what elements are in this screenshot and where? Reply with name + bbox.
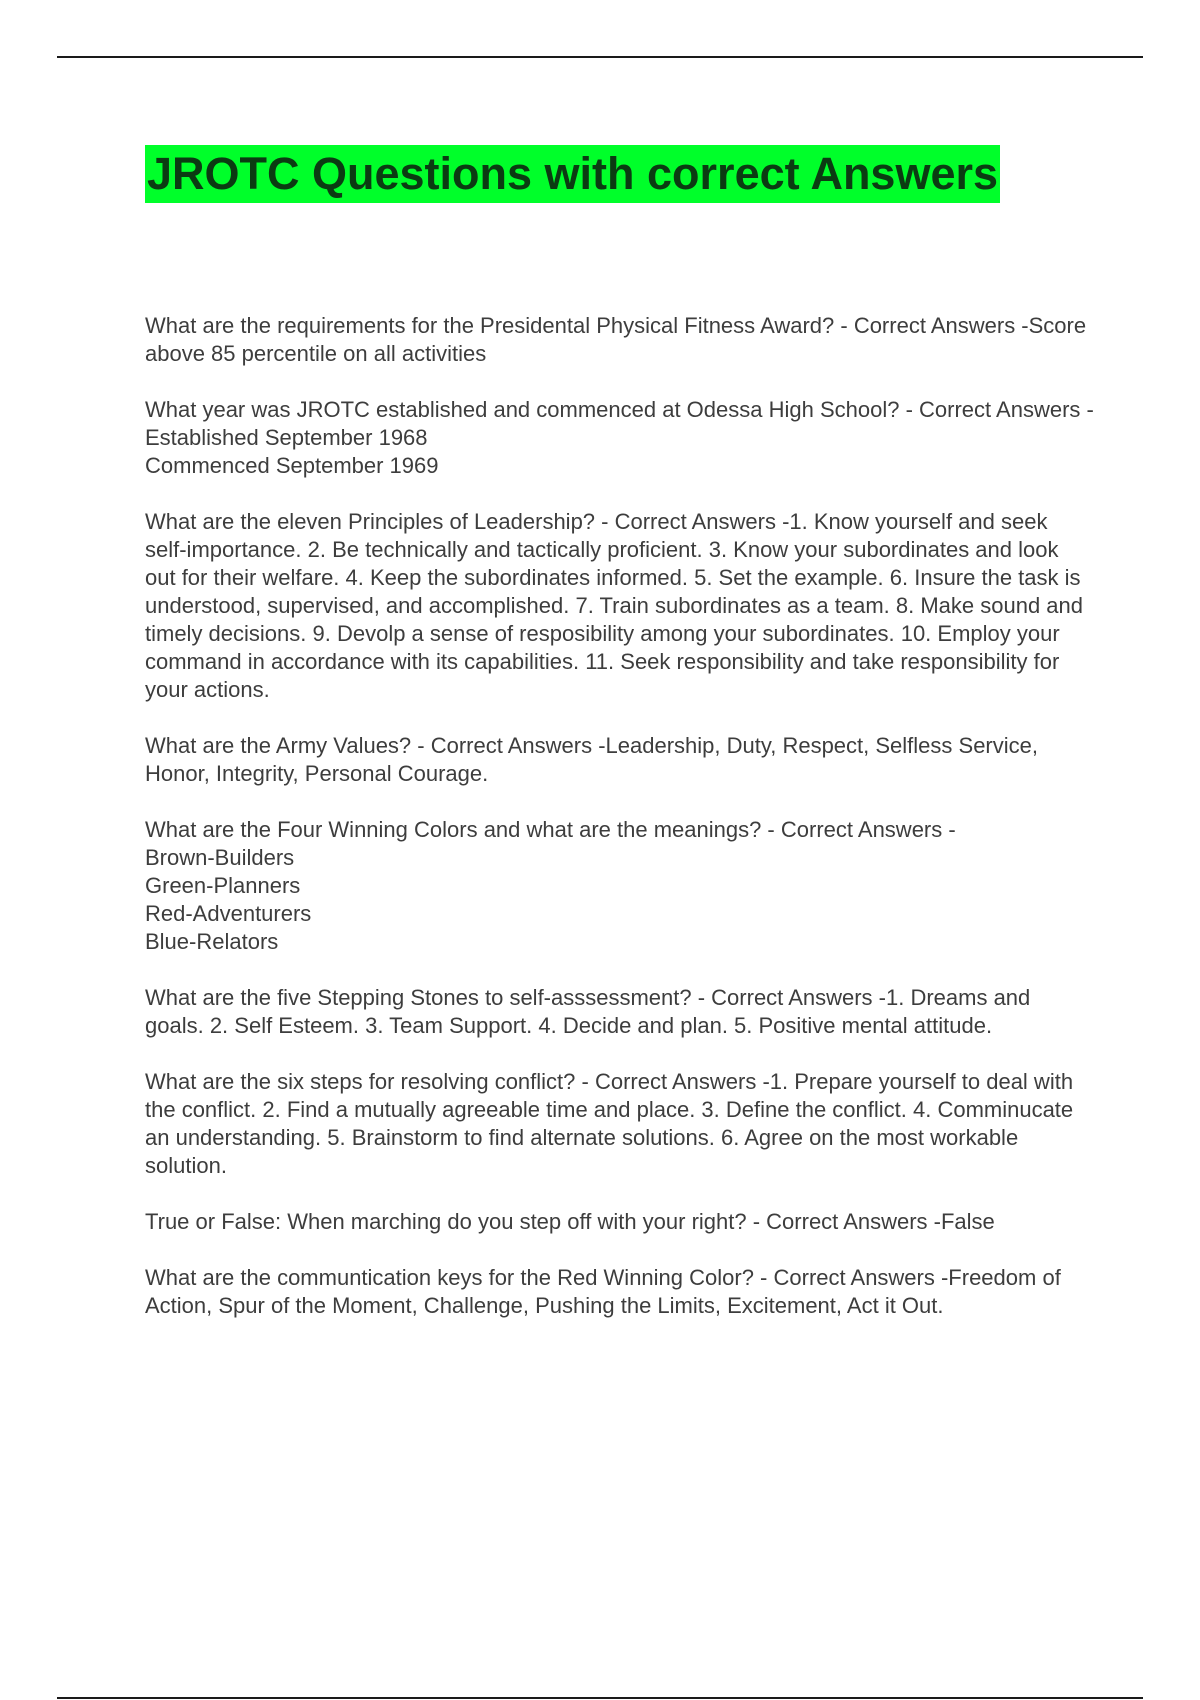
qa-item xyxy=(145,732,1095,788)
qa-item xyxy=(145,984,1095,1040)
qa-line: Red-Adventurers xyxy=(145,901,312,926)
qa-line: Blue-Relators xyxy=(145,929,279,954)
qa-line: What are the six steps for resolving conflict? - Correct Answers -1. Prepare yourself to deal with the conflict. 2. Find a mutually agreeable time and place. 3. Define the conflict. 4. Comminucate an understanding. 5. Brainstorm to find alternate solutions. 6. Agree on the most workable solution. xyxy=(145,1069,1080,1178)
document-title: JROTC Questions with correct Answers xyxy=(145,145,1000,203)
qa-line: Brown-Builders xyxy=(145,845,295,870)
title-block xyxy=(145,145,1145,203)
qa-item xyxy=(145,1264,1095,1320)
qa-line: What are the eleven Principles of Leadership? - Correct Answers -1. Know yourself and seek self-importance. 2. Be technically and tactically proficient. 3. Know your subordinates and look out for their welfare. 4. Keep the subordinates informed. 5. Set the example. 6. Insure the task is understood, supervised, and accomplished. 7. Train subordinates as a team. 8. Make sound and timely decisions. 9. Devolp a sense of resposibility among your subordinates. 10. Employ your command in accordance with its capabilities. 11. Seek responsibility and take responsibility for your actions. xyxy=(145,509,1090,702)
qa-line: What are the Four Winning Colors and what are the meanings? - Correct Answers - xyxy=(145,817,956,842)
qa-item xyxy=(145,312,1095,368)
qa-line: What are the Army Values? - Correct Answers -Leadership, Duty, Respect, Selfless Service, Honor, Integrity, Personal Courage. xyxy=(145,733,1045,786)
top-rule xyxy=(57,56,1143,58)
qa-line: What are the five Stepping Stones to self-asssessment? - Correct Answers -1. Dreams and goals. 2. Self Esteem. 3. Team Support. 4. Decide and plan. 5. Positive mental attitude. xyxy=(145,985,1037,1038)
qa-line: True or False: When marching do you step off with your right? - Correct Answers -False xyxy=(145,1209,995,1234)
qa-list xyxy=(145,312,1095,1348)
qa-item xyxy=(145,396,1095,480)
qa-line: What year was JROTC established and commenced at Odessa High School? - Correct Answers -Established September 1968 xyxy=(145,397,1094,450)
qa-item xyxy=(145,1208,1095,1236)
qa-line: Commenced September 1969 xyxy=(145,453,439,478)
qa-item xyxy=(145,1068,1095,1180)
qa-item xyxy=(145,816,1095,956)
qa-item xyxy=(145,508,1095,704)
qa-line: What are the requirements for the Presidental Physical Fitness Award? - Correct Answers -Score above 85 percentile on all activities xyxy=(145,313,1093,366)
qa-line: What are the communtication keys for the Red Winning Color? - Correct Answers -Freedom of Action, Spur of the Moment, Challenge, Pushing the Limits, Excitement, Act it Out. xyxy=(145,1265,1066,1318)
qa-line: Green-Planners xyxy=(145,873,301,898)
bottom-rule xyxy=(57,1697,1143,1699)
